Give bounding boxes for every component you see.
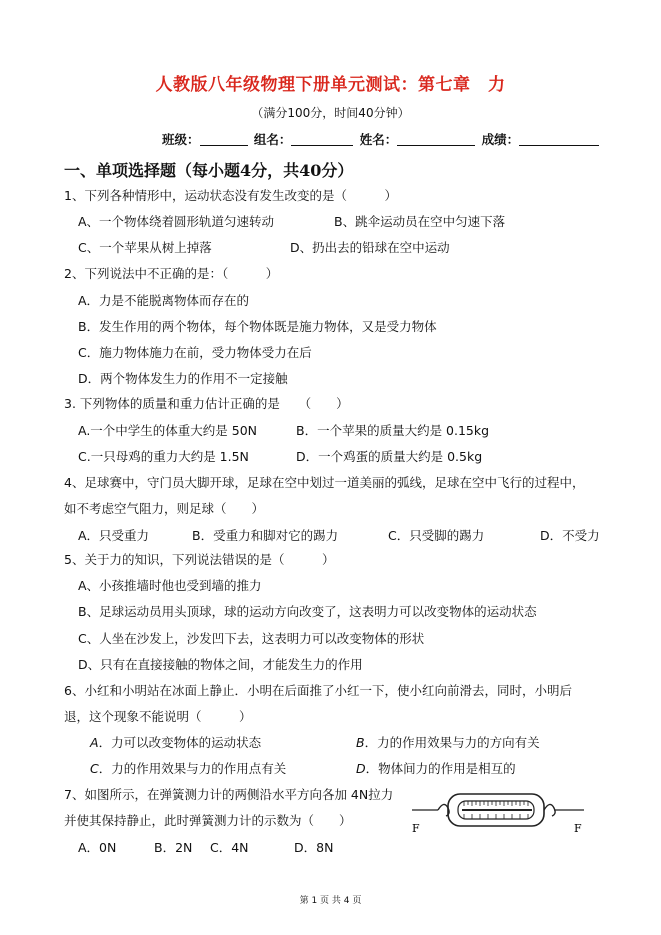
q3-option-d: D．一个鸡蛋的质量大约是 0.5kg [296, 449, 483, 464]
q6-option-c [90, 759, 286, 777]
student-info-row [162, 130, 601, 148]
q7-option-d: D．8N [294, 840, 334, 855]
question-1-stem: 1、下列各种情形中，运动状态没有发生改变的是（ ） [64, 188, 397, 203]
q7-option-c: C．4N [210, 840, 249, 855]
q7-option-b: B．2N [154, 840, 193, 855]
q3-option-b: B．一个苹果的质量大约是 0.15kg [296, 423, 490, 438]
q2-option-d: D．两个物体发生力的作用不一定接触 [78, 371, 288, 386]
q6-option-a-text: ．力可以改变物体的运动状态 [98, 735, 262, 750]
q1-option-c: C、一个苹果从树上掉落 [78, 240, 212, 255]
question-3-stem: 3. 下列物体的质量和重力估计正确的是 （ ） [64, 396, 349, 411]
q7-option-a: A．0N [78, 840, 117, 855]
question-6-stem-cont: 退，这个现象不能说明（ ） [64, 709, 252, 724]
question-4-stem-cont: 如不考虑空气阻力，则足球（ ） [64, 501, 265, 516]
q2-option-c: C．施力物体施力在前，受力物体受力在后 [78, 345, 312, 360]
q6-option-c-letter: C [90, 761, 99, 776]
question-4-stem: 4、足球赛中，守门员大脚开球，足球在空中划过一道美丽的弧线，足球在空中飞行的过程中， [64, 475, 585, 490]
q1-option-a: A、一个物体绕着圆形轨道匀速转动 [78, 214, 275, 229]
q4-option-c: C．只受脚的踢力 [388, 528, 485, 543]
score-label: 成绩： [481, 132, 520, 147]
q6-option-a-letter: A [90, 735, 99, 750]
spring-scale-figure [408, 784, 588, 840]
group-blank [291, 133, 353, 146]
q3-option-a: A.一个中学生的体重大约是 50N [78, 423, 258, 438]
q6-option-d-text: ．物体间力的作用是相互的 [365, 761, 516, 776]
q1-option-b: B、跳伞运动员在空中匀速下落 [334, 214, 506, 229]
q6-option-b [356, 733, 540, 751]
q3-option-c: C.一只母鸡的重力大约是 1.5N [78, 449, 249, 464]
q5-option-a: A、小孩推墙时他也受到墙的推力 [78, 578, 262, 593]
q1-option-d: D、扔出去的铅球在空中运动 [290, 240, 450, 255]
name-label: 姓名： [359, 132, 398, 147]
q6-option-d [356, 759, 516, 777]
question-7-stem: 7、如图所示，在弹簧测力计的两侧沿水平方向各加 4N拉力 [64, 787, 394, 802]
class-label: 班级： [162, 132, 200, 147]
question-6-stem: 6、小红和小明站在冰面上静止．小明在后面推了小红一下，使小红向前滑去，同时，小明后 [64, 683, 572, 698]
page-title: 人教版八年级物理下册单元测试：第七章 力 [155, 75, 506, 95]
q5-option-b: B、足球运动员用头顶球，球的运动方向改变了，这表明力可以改变物体的运动状态 [78, 604, 537, 619]
exam-subtitle: （满分100分，时间40分钟） [251, 106, 410, 120]
name-blank [397, 133, 475, 146]
q6-option-a [90, 733, 261, 751]
section-heading: 一、单项选择题（每小题4分，共40分） [64, 161, 354, 180]
page-footer: 第 1 页 共 4 页 [299, 896, 362, 906]
q6-option-b-letter: B [356, 735, 365, 750]
q6-option-b-text: ．力的作用效果与力的方向有关 [364, 735, 540, 750]
group-label: 组名： [253, 132, 292, 147]
q6-option-c-text: ．力的作用效果与力的作用点有关 [98, 761, 287, 776]
q4-option-a: A．只受重力 [78, 528, 150, 543]
question-5-stem: 5、关于力的知识，下列说法错误的是（ ） [64, 552, 335, 567]
q4-option-d: D．不受力 [540, 528, 600, 543]
q2-option-b: B．发生作用的两个物体，每个物体既是施力物体，又是受力物体 [78, 319, 437, 334]
left-force-label: F [412, 822, 420, 835]
q6-option-d-letter: D [356, 761, 366, 776]
right-force-label: F [574, 822, 582, 835]
q5-option-c: C、人坐在沙发上，沙发凹下去，这表明力可以改变物体的形状 [78, 631, 425, 646]
right-hook [544, 804, 555, 816]
question-2-stem: 2、下列说法中不正确的是：（ ） [64, 266, 279, 281]
score-blank [519, 133, 599, 146]
q2-option-a: A．力是不能脱离物体而存在的 [78, 293, 250, 308]
q5-option-d: D、只有在直接接触的物体之间，才能发生力的作用 [78, 657, 363, 672]
class-blank [200, 133, 248, 146]
q4-option-b: B．受重力和脚对它的踢力 [192, 528, 339, 543]
question-7-stem-cont: 并使其保持静止，此时弹簧测力计的示数为（ ） [64, 813, 352, 828]
